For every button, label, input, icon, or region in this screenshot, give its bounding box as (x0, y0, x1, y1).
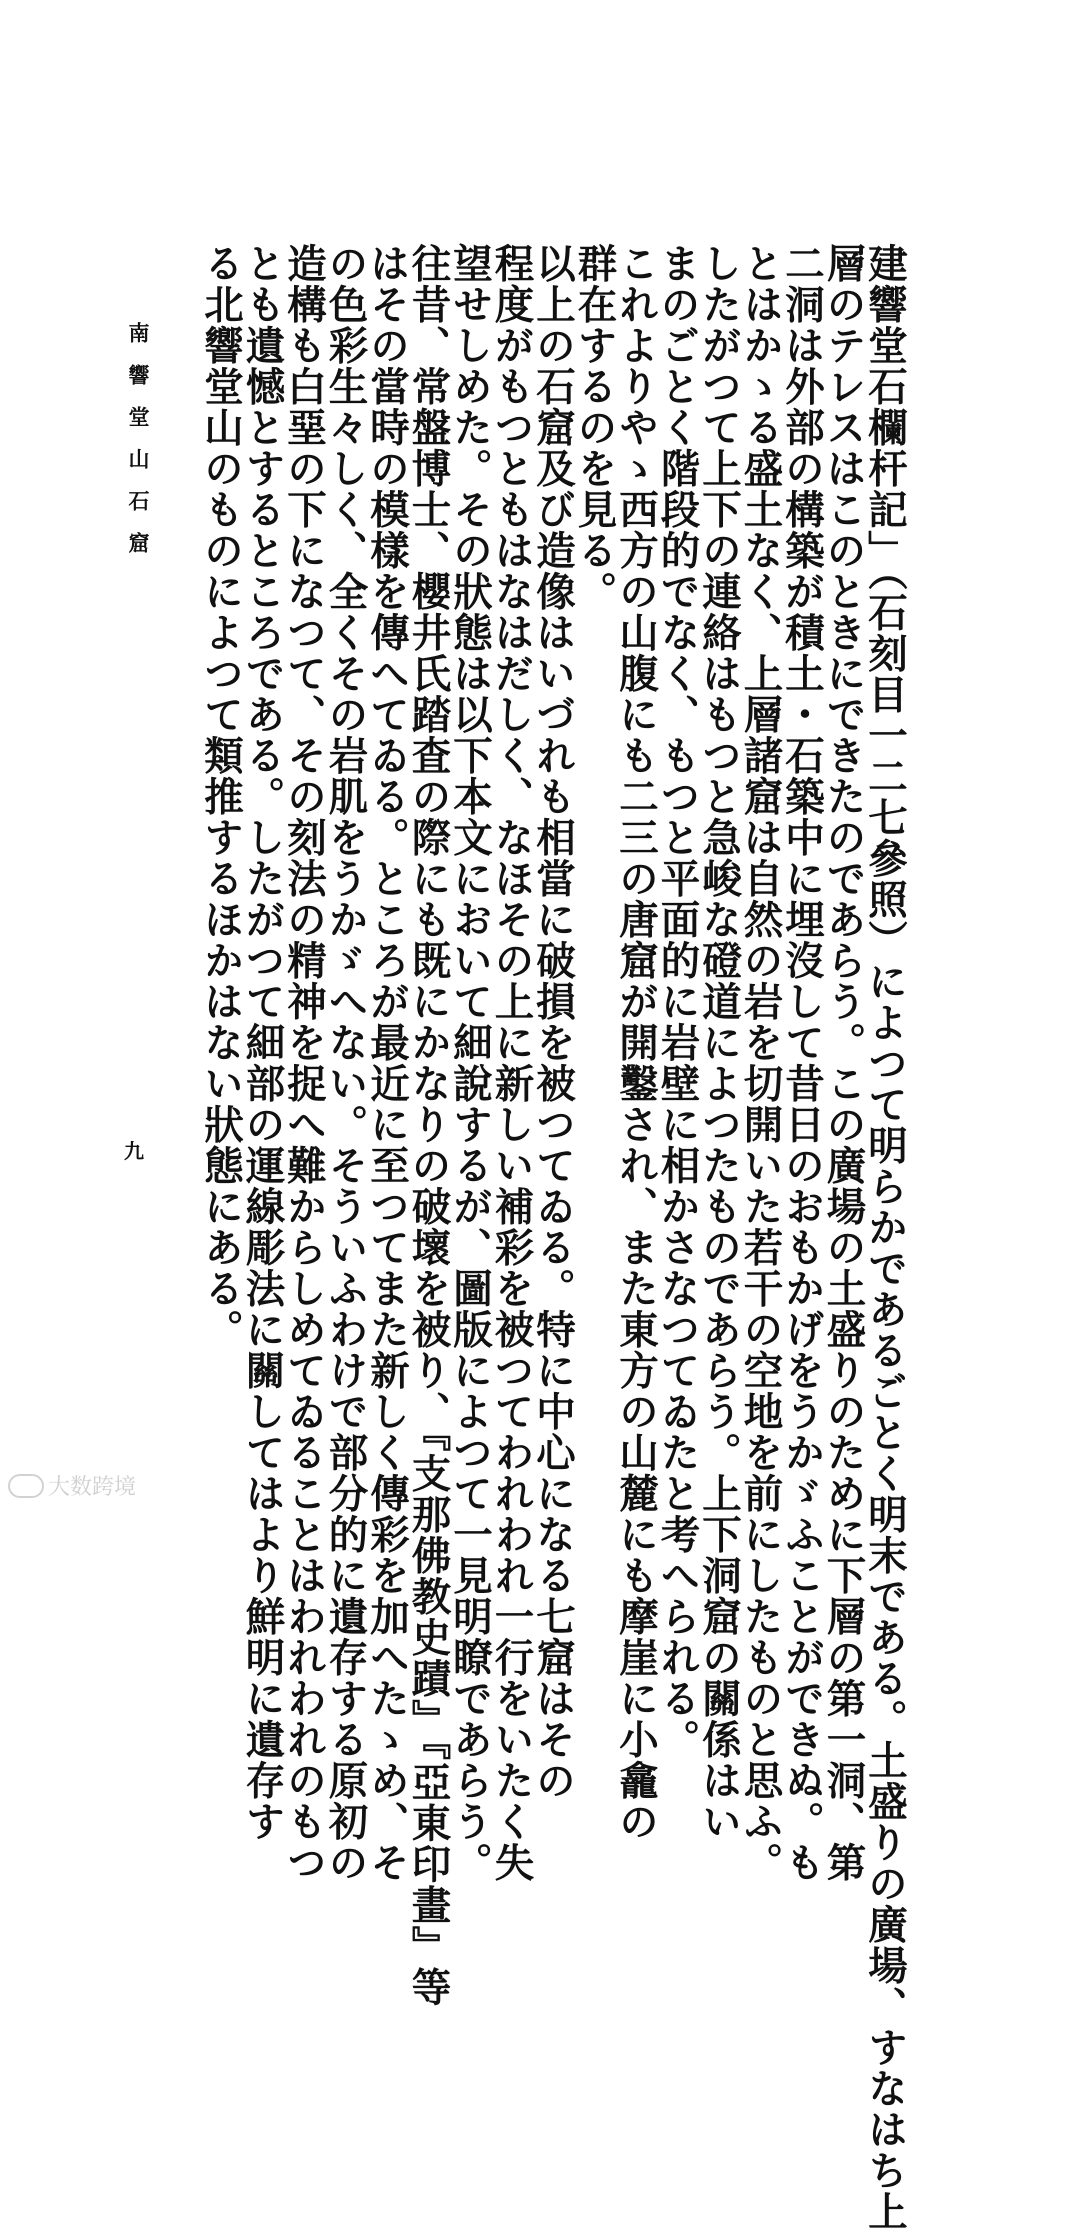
text-line: 以上の石窟及び造像はいづれも相當に破損を被つてゐる。特に中心になる七窟はその (530, 243, 576, 1801)
text-line: 層のテレスはこのときにできたのであらう。この廣場の土盛りのために下層の第一洞、第 (820, 243, 867, 1883)
body-text (165, 243, 908, 2232)
text-line: はその當時の模樣を傳へてゐる。ところが最近に至つてまた新しく傳彩を加へたゝめ、そ (364, 243, 410, 1883)
text-line: 望せしめた。その狀態は以下本文において細說するが、圖版によつて一見明瞭であらう。 (447, 243, 493, 1883)
text-line: 造構も白堊の下になつて、その刻法の精神を捉へ難からしめてゐることはわれわれのもつ (281, 243, 327, 1883)
text-line: とはかゝる盛土なく、上層諸窟は自然の岩を切開いた若干の空地を前にしたものと思ふ。 (737, 243, 784, 1883)
text-line: まのごとく階段的でなく、もつと平面的に岩壁に相かさなつてゐたと考へられる。 (654, 243, 701, 1760)
text-line: とも遺憾とするところである。したがつて細部の運線彫法に關してはより鮮明に遺存す (239, 243, 286, 1842)
watermark (8, 1470, 136, 1501)
text-line: 往昔、常盤博士、櫻井氏踏査の際にも既にかなりの破壞を被り、『支那佛教史蹟』『亞東印畫』等 (405, 243, 452, 2008)
watermark-text: 大数跨境 (48, 1475, 137, 1500)
text-line: の色彩生々しく、全くその岩肌をうかゞへない。そういふわけで部分的に遺存する原初の (322, 243, 369, 1883)
text-line: 群在するのを見る。 (571, 243, 618, 612)
page-number: 九 (124, 1139, 144, 1163)
text-line: 二洞は外部の構築が積土・石築中に埋沒して昔日のおもかげをうかゞふことができぬ。も (779, 243, 825, 1883)
text-line: る北響堂山のものによつて類推するほかはない狀態にある。 (198, 243, 244, 1350)
text-line: したがつて上下の連絡はもつと急峻な磴道によつたものであらう。上下洞窟の關係はい (696, 243, 742, 1842)
running-head: 南響堂山石窟 (126, 322, 151, 574)
text-line: 程度がもつともはなはだしく、なほその上に新しい補彩を被つてわれわれ一行をいたく失 (488, 243, 535, 1883)
text-line: 建響堂石欄杆記」（石刻目一二七參照）によつて明らかであるごとく明末である。土盛りの廣場、すなはち上 (862, 243, 908, 2232)
watermark-logo-icon (8, 1474, 44, 1498)
text-line: これよりやゝ西方の山腹にも二三の唐窟が開鑿され、また東方の山麓にも摩崖に小龕の (613, 243, 659, 1842)
